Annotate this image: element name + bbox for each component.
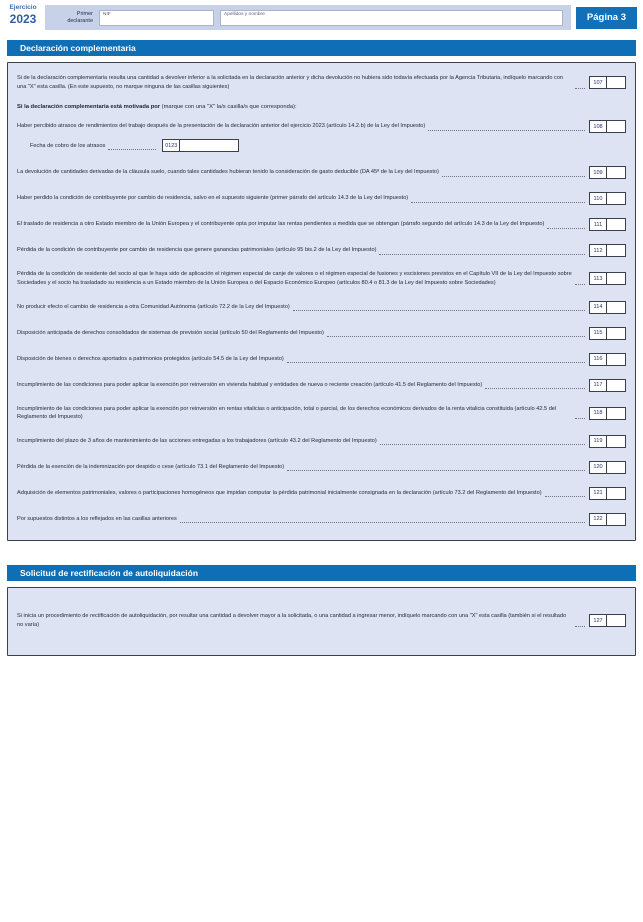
fecha-cobro-row <box>30 139 626 152</box>
casilla-120 <box>589 461 626 474</box>
dotted-leader <box>380 444 585 445</box>
form-row-107 <box>17 74 626 91</box>
fecha-cobro-label: Fecha de cobro de los atrasos <box>30 142 106 149</box>
casilla-108-number: 108 <box>590 121 607 132</box>
row-115-label: Disposición anticipada de derechos consolidados de sistemas de previsión social (artículo 50 del Reglamento del Impuesto) <box>17 329 324 336</box>
casilla-113-number: 113 <box>590 273 607 284</box>
row-114-label: No producir efecto el cambio de residencia a otra Comunidad Autónoma (artículo 72.2 de la Ley del Impuesto) <box>17 303 290 310</box>
form-row-119 <box>17 435 626 448</box>
form-row-111 <box>17 218 626 231</box>
casilla-107 <box>589 76 626 89</box>
casilla-110-number: 110 <box>590 193 607 204</box>
ejercicio-year: 2023 <box>9 11 37 26</box>
casilla-114 <box>589 301 626 314</box>
dotted-leader <box>575 284 585 285</box>
dotted-leader <box>287 362 585 363</box>
row-118-label: Incumplimiento de las condiciones para poder aplicar la exención por reinversión en rentas vitalicias o anticipación, total o parcial, de los derechos económicos derivados de la renta vitalicia constituida (artículo 42.5 del Reglamento del Impuesto) <box>17 405 557 421</box>
form-row-116 <box>17 353 626 366</box>
row-120-label: Pérdida de la exención de la indemnización por despido o cese (artículo 73.1 del Reglamento del Impuesto) <box>17 464 285 471</box>
casilla-127-number: 127 <box>590 615 607 626</box>
dotted-leader <box>411 202 585 203</box>
casilla-112-number: 112 <box>590 245 607 256</box>
casilla-117-number: 117 <box>590 380 607 391</box>
casilla-112 <box>589 244 626 257</box>
casilla-108-checkbox[interactable] <box>607 121 625 132</box>
nif-field[interactable] <box>99 10 214 26</box>
form-row-114 <box>17 301 626 314</box>
casilla-127-checkbox[interactable] <box>607 615 625 626</box>
casilla-118-checkbox[interactable] <box>607 408 625 419</box>
form-row-108 <box>17 120 626 133</box>
declarant-label: Primer declarante <box>67 10 93 24</box>
casilla-117 <box>589 379 626 392</box>
casilla-120-checkbox[interactable] <box>607 462 625 473</box>
casilla-119-number: 119 <box>590 436 607 447</box>
casilla-122-checkbox[interactable] <box>607 514 625 525</box>
nif-field-label: NIF <box>103 11 111 17</box>
fecha-cobro-input[interactable] <box>180 140 238 151</box>
dotted-leader <box>428 130 585 131</box>
dotted-leader <box>575 418 585 419</box>
casilla-120-number: 120 <box>590 462 607 473</box>
form-row-115 <box>17 327 626 340</box>
row-116-label: Disposición de bienes o derechos aportados a patrimonios protegidos (artículo 54.5 de la Ley del Impuesto) <box>17 355 284 362</box>
dotted-leader <box>485 388 585 389</box>
motivada-por-intro <box>17 104 626 110</box>
form-row-118 <box>17 405 626 422</box>
casilla-114-number: 114 <box>590 302 607 313</box>
casilla-109-number: 109 <box>590 167 607 178</box>
casilla-119-checkbox[interactable] <box>607 436 625 447</box>
casilla-109 <box>589 166 626 179</box>
intro-bold-text: Si la declaración complementaria está motivada por <box>17 104 161 111</box>
row-127-label: Si inicia un procedimiento de rectificación de autoliquidación, por resultar una cantidad a devolver mayor a la solicitada, o una cantidad a ingresar menor, indíquelo marcando con una "X" esta casilla (también si el resultado no varía) <box>17 612 567 628</box>
row-109-label: La devolución de cantidades derivadas de la cláusula suelo, cuando tales cantidades hubieran tenido la consideración de gasto deducible (DA 45ª de la Ley del Impuesto) <box>17 169 439 176</box>
casilla-113-checkbox[interactable] <box>607 273 625 284</box>
row-113-label: Pérdida de la condición de residente del socio al que le haya sido de aplicación el régimen especial de canje de valores o el régimen especial de fusiones y escisiones previstos en el Capítulo VII de la Ley del Impuesto sobre Sociedades y el socio ha trasladado su residencia a un Estado miembro de la Unión Europea o del Espacio Económico Europeo (artículos 80.4 o 81.3 de la Ley del Impuesto sobre Sociedades) <box>17 271 572 286</box>
section-title-declaracion-complementaria: Declaración complementaria <box>7 40 636 56</box>
form-row-112 <box>17 244 626 257</box>
casilla-119 <box>589 435 626 448</box>
dotted-leader <box>108 149 156 150</box>
casilla-127 <box>589 614 626 627</box>
casilla-114-checkbox[interactable] <box>607 302 625 313</box>
casilla-107-number: 107 <box>590 77 607 88</box>
row-110-label: Haber perdido la condición de contribuyente por cambio de residencia, salvo en el supuesto siguiente (primer párrafo del artículo 14.3 de la Ley del Impuesto) <box>17 195 409 202</box>
panel-declaracion-complementaria <box>7 62 636 541</box>
casilla-110 <box>589 192 626 205</box>
panel-rectificacion <box>7 587 636 656</box>
casilla-121-number: 121 <box>590 488 607 499</box>
form-row-127 <box>17 612 626 629</box>
dotted-leader <box>442 176 585 177</box>
casilla-116 <box>589 353 626 366</box>
casilla-107-checkbox[interactable] <box>607 77 625 88</box>
casilla-108 <box>589 120 626 133</box>
casilla-116-checkbox[interactable] <box>607 354 625 365</box>
casilla-110-checkbox[interactable] <box>607 193 625 204</box>
dotted-leader <box>575 88 585 89</box>
declarant-id-bar <box>45 5 571 30</box>
casilla-115-number: 115 <box>590 328 607 339</box>
dotted-leader <box>545 496 585 497</box>
form-row-121 <box>17 487 626 500</box>
form-row-109 <box>17 166 626 179</box>
section-title-rectificacion: Solicitud de rectificación de autoliquidación <box>7 565 636 581</box>
casilla-109-checkbox[interactable] <box>607 167 625 178</box>
ejercicio-block <box>6 5 40 30</box>
dotted-leader <box>293 310 585 311</box>
casilla-122 <box>589 513 626 526</box>
name-field-label: Apellidos y nombre <box>224 11 265 17</box>
row-121-label: Adquisición de elementos patrimoniales, valores o participaciones homogéneos que impidan computar la pérdida patrimonial inicialmente consignada en la declaración (artículo 73.2 del Reglamento del Impuesto) <box>17 490 542 497</box>
form-row-113 <box>17 270 626 287</box>
casilla-111-checkbox[interactable] <box>607 219 625 230</box>
casilla-113 <box>589 272 626 285</box>
page-header <box>0 0 643 30</box>
casilla-118 <box>589 407 626 420</box>
row-107-label: Si de la declaración complementaria resulta una cantidad a devolver inferior a la solicitada en la declaración anterior y dicha devolución no hubiera sido todavía efectuada por la Agencia Tributaria, indíquelo marcando con una "X" esta casilla. (En este supuesto, no marque ninguna de las casillas siguientes) <box>17 75 564 90</box>
casilla-115 <box>589 327 626 340</box>
row-117-label: Incumplimiento de las condiciones para poder aplicar la exención por reinversión en vivienda habitual y entidades de nueva o reciente creación (artículo 41.5 del Reglamento del Impuesto) <box>17 381 483 388</box>
dotted-leader <box>547 228 585 229</box>
row-108-label: Haber percibido atrasos de rendimientos del trabajo después de la presentación de la declaración anterior del ejercicio 2023 (artículo 14.2.b) de la Ley del Impuesto) <box>17 123 426 130</box>
casilla-121-checkbox[interactable] <box>607 488 625 499</box>
page-number-badge: Página 3 <box>576 7 637 29</box>
row-111-label: El traslado de residencia a otro Estado miembro de la Unión Europea y el contribuyente opta por imputar las rentas pendientes a medida que se obtengan (párrafo segundo del artículo 14.3 de la Ley del Impuesto) <box>17 221 545 228</box>
casilla-122-number: 122 <box>590 514 607 525</box>
casilla-117-checkbox[interactable] <box>607 380 625 391</box>
dotted-leader <box>287 470 585 471</box>
ejercicio-label: Ejercicio <box>9 4 37 11</box>
dotted-leader <box>180 522 585 523</box>
form-row-120 <box>17 461 626 474</box>
row-112-label: Pérdida de la condición de contribuyente por cambio de residencia que genere ganancias patrimoniales (artículo 95 bis.2 de la Ley del Impuesto) <box>17 247 377 254</box>
casilla-116-number: 116 <box>590 354 607 365</box>
fecha-cobro-code: 0123 <box>163 140 180 151</box>
fecha-cobro-box <box>162 139 239 152</box>
row-119-label: Incumplimiento del plazo de 3 años de mantenimiento de las acciones entregadas a los trabajadores (artículo 43.2 del Reglamento del Impuesto) <box>17 438 377 445</box>
form-row-110 <box>17 192 626 205</box>
dotted-leader <box>379 254 585 255</box>
form-row-117 <box>17 379 626 392</box>
row-122-label: Por supuestos distintos a los reflejados en las casillas anteriores <box>17 516 177 523</box>
casilla-115-checkbox[interactable] <box>607 328 625 339</box>
form-row-122 <box>17 513 626 526</box>
casilla-112-checkbox[interactable] <box>607 245 625 256</box>
casilla-111 <box>589 218 626 231</box>
name-field[interactable] <box>220 10 563 26</box>
dotted-leader <box>575 626 585 627</box>
casilla-111-number: 111 <box>590 219 607 230</box>
intro-rest-text: (marque con una "X" la/s casilla/s que corresponda): <box>160 104 297 111</box>
casilla-118-number: 118 <box>590 408 607 419</box>
dotted-leader <box>327 336 585 337</box>
casilla-121 <box>589 487 626 500</box>
